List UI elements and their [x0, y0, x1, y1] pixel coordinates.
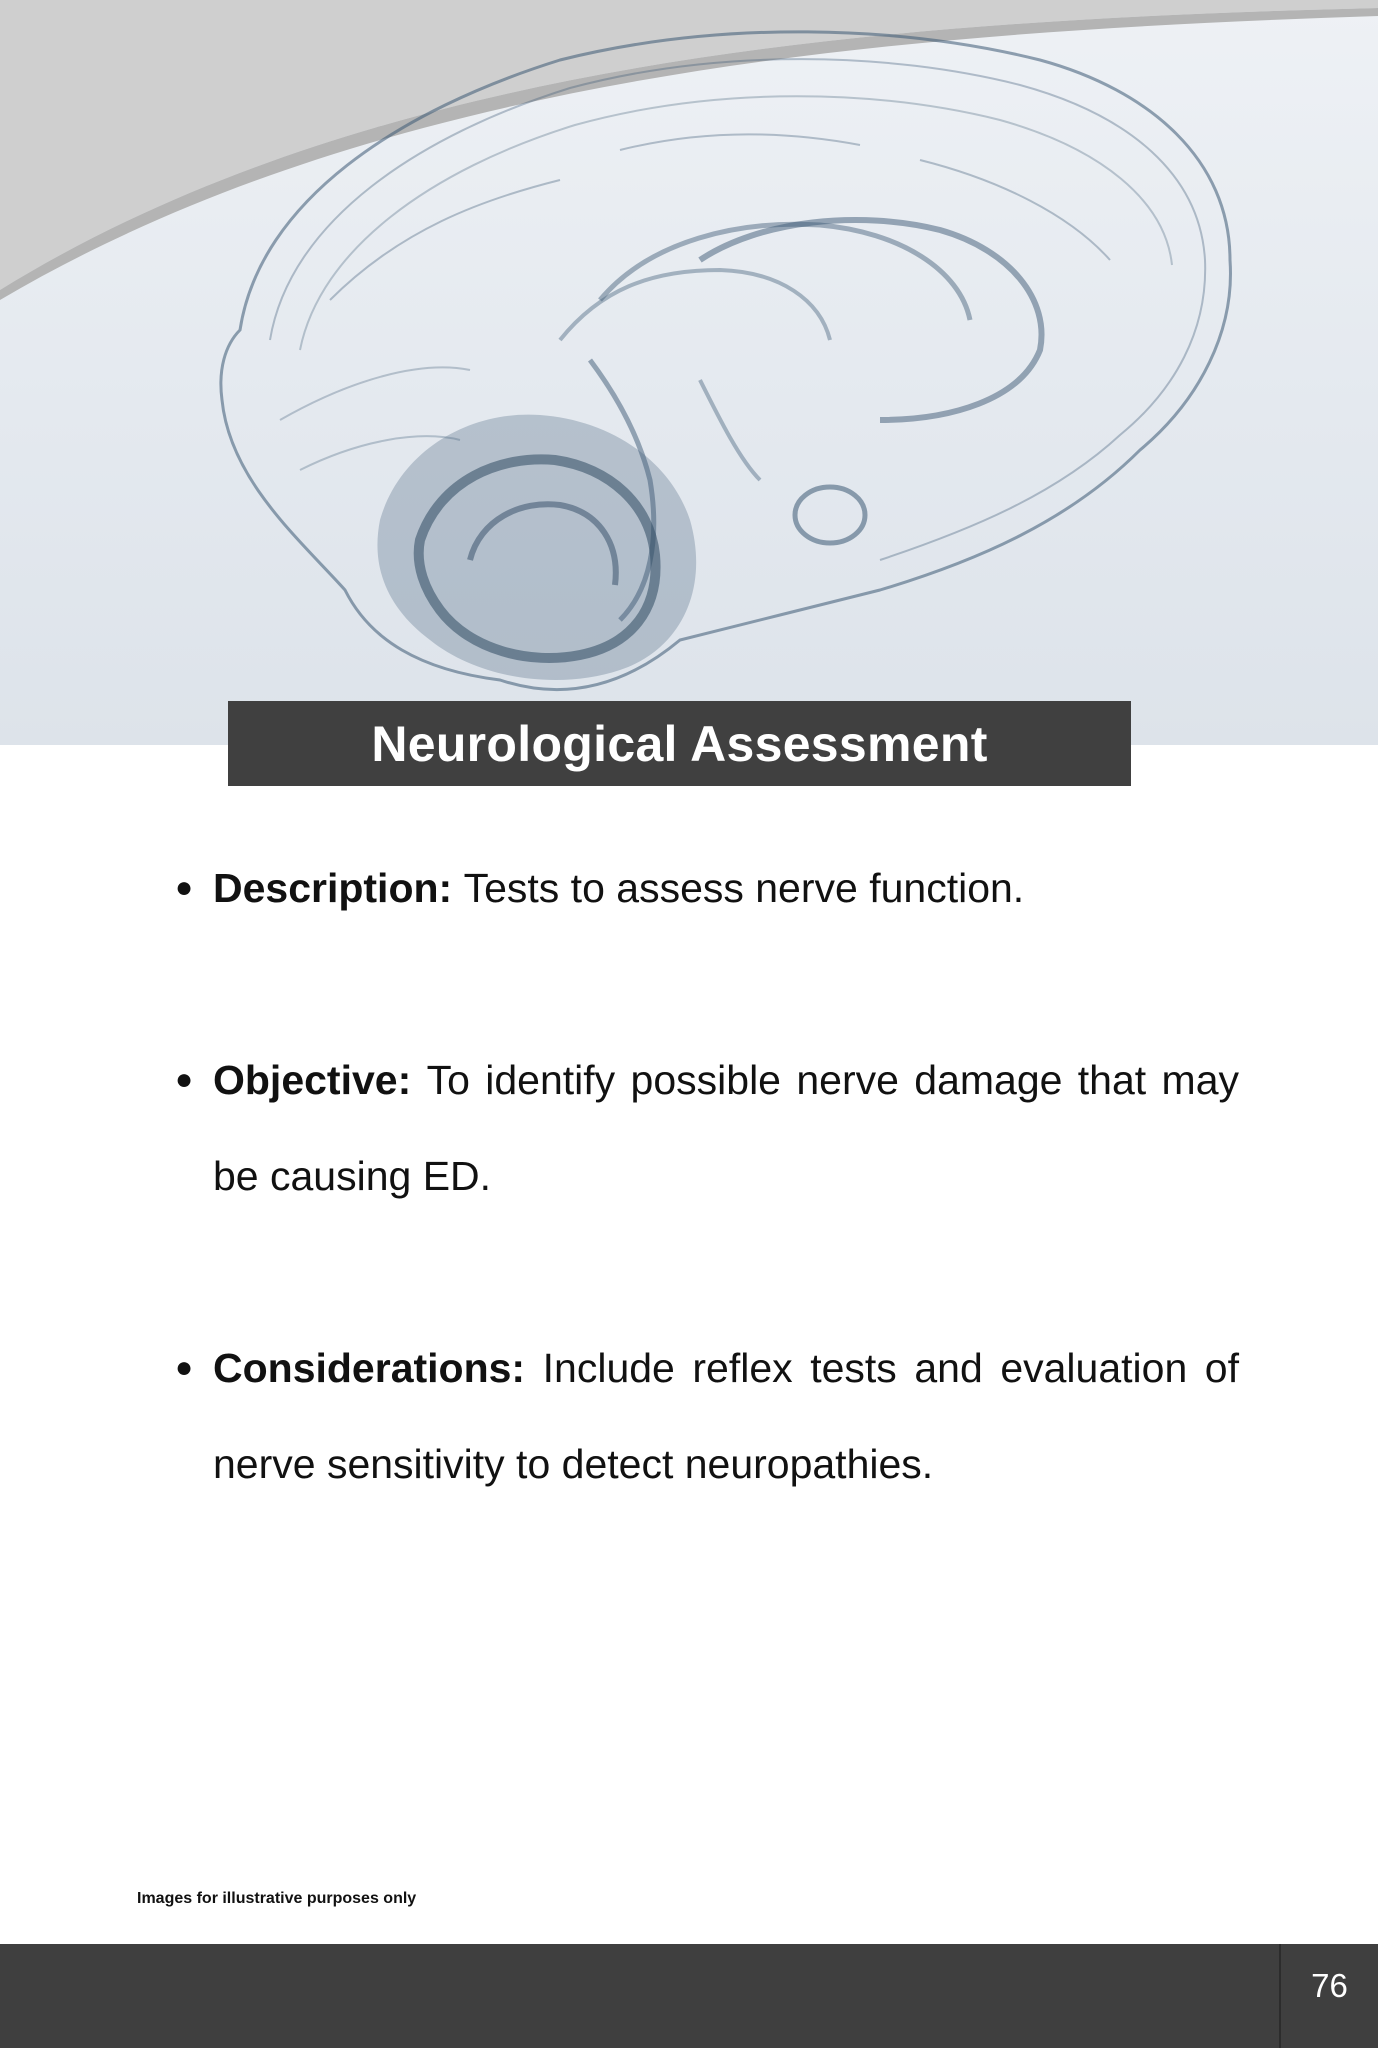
- bullet-description: [175, 840, 1239, 936]
- brain-illustration: [0, 0, 1378, 745]
- page-number: 76: [1279, 1944, 1378, 2048]
- bullet-text: Include reflex tests and evaluation of nerve sensitivity to detect neuropathies.: [213, 1345, 1239, 1487]
- bullet-dot-icon: ●: [175, 1063, 194, 1096]
- bullet-text: Tests to assess nerve function.: [463, 865, 1025, 911]
- bullet-text: To identify possible nerve damage that may be causing ED.: [213, 1057, 1239, 1199]
- bullet-considerations: [175, 1320, 1239, 1512]
- bullet-dot-icon: ●: [175, 1351, 194, 1384]
- header-image: [0, 0, 1378, 745]
- bullet-dot-icon: ●: [175, 871, 194, 904]
- bullet-label: Considerations:: [213, 1345, 543, 1391]
- bullet-objective: [175, 1032, 1239, 1224]
- bullet-label: Objective:: [213, 1057, 427, 1103]
- footer-bar: [0, 1944, 1378, 2048]
- bullet-list: [175, 840, 1239, 1608]
- page-title: Neurological Assessment: [228, 701, 1131, 786]
- image-disclaimer: Images for illustrative purposes only: [137, 1890, 417, 1907]
- bullet-label: Description:: [213, 865, 464, 911]
